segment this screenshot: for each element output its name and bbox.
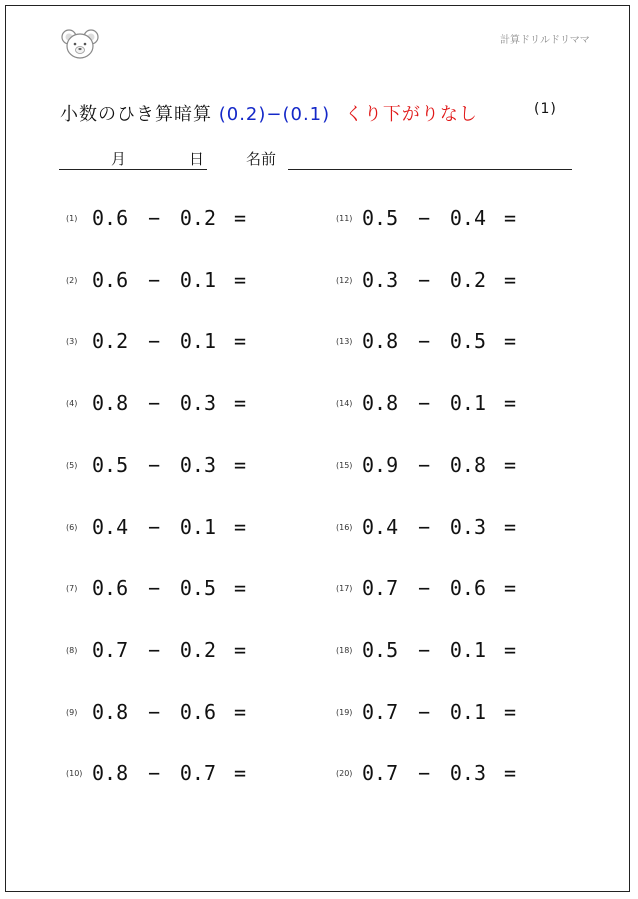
minus-sign: − (417, 267, 431, 292)
subtrahend: 0.1 (179, 514, 216, 539)
equals-sign: = (503, 514, 516, 539)
problem-expression (362, 638, 516, 662)
subtrahend: 0.7 (179, 761, 216, 786)
problem-number: (15) (336, 460, 353, 470)
subtrahend: 0.3 (179, 391, 216, 416)
minuend: 0.7 (92, 637, 129, 662)
problem-expression (362, 515, 516, 539)
subtrahend: 0.3 (449, 514, 486, 539)
minus-sign: − (147, 699, 161, 724)
problem-number: (9) (66, 707, 78, 717)
problem-expression (92, 638, 246, 662)
problem-number: (11) (336, 214, 353, 223)
equals-sign: = (503, 206, 516, 230)
minus-sign: − (147, 267, 161, 292)
subtrahend: 0.1 (449, 637, 486, 662)
minuend: 0.6 (92, 267, 129, 292)
minus-sign: − (147, 761, 161, 786)
problem-expression (362, 453, 516, 477)
minus-sign: − (147, 329, 161, 354)
minuend: 0.8 (362, 391, 399, 416)
minus-sign: − (417, 206, 431, 230)
minus-sign: − (417, 514, 431, 539)
problem-expression (92, 391, 246, 415)
equals-sign: = (233, 514, 246, 539)
minuend: 0.5 (362, 637, 399, 662)
problem-number: (2) (66, 275, 78, 285)
problem-expression (92, 576, 246, 600)
problem-number: (20) (336, 769, 353, 779)
minuend: 0.5 (92, 452, 129, 477)
equals-sign: = (503, 267, 516, 292)
minuend: 0.6 (92, 576, 129, 601)
equals-sign: = (233, 761, 246, 786)
minuend: 0.7 (362, 576, 399, 601)
minuend: 0.2 (92, 329, 129, 354)
problem-expression (362, 761, 516, 785)
equals-sign: = (503, 699, 516, 724)
problem-number: (5) (66, 460, 78, 470)
minus-sign: − (147, 637, 161, 662)
subtrahend: 0.3 (179, 452, 216, 477)
title-range: (0.2)−(0.1) (218, 104, 331, 125)
subtrahend: 0.1 (179, 267, 216, 292)
problem-number: (7) (66, 584, 78, 594)
subtrahend: 0.5 (179, 576, 216, 601)
equals-sign: = (503, 637, 516, 662)
equals-sign: = (233, 576, 246, 601)
problem-expression (362, 391, 516, 415)
subtrahend: 0.2 (449, 267, 486, 292)
problem-expression (362, 206, 516, 230)
subtrahend: 0.1 (449, 699, 486, 724)
minuend: 0.4 (92, 514, 129, 539)
problem-number: (3) (66, 337, 78, 347)
name-field-line[interactable] (288, 169, 572, 170)
minus-sign: − (147, 576, 161, 601)
problem-expression (92, 761, 246, 785)
equals-sign: = (503, 576, 516, 601)
problem-number: (10) (66, 769, 83, 779)
minuend: 0.8 (92, 391, 129, 416)
minuend: 0.8 (92, 699, 129, 724)
minuend: 0.4 (362, 514, 399, 539)
subtrahend: 0.6 (179, 699, 216, 724)
minuend: 0.6 (92, 206, 129, 230)
minus-sign: − (417, 329, 431, 354)
problem-expression (92, 268, 246, 292)
problem-number: (14) (336, 399, 353, 409)
minus-sign: − (417, 761, 431, 786)
problem-expression (92, 453, 246, 477)
problem-expression (362, 576, 516, 600)
minus-sign: − (417, 576, 431, 601)
subtrahend: 0.1 (179, 329, 216, 354)
title-main: 小数のひき算暗算 (60, 104, 212, 125)
equals-sign: = (233, 637, 246, 662)
problem-number: (18) (336, 645, 353, 655)
equals-sign: = (233, 206, 246, 230)
problem-expression (92, 700, 246, 724)
minus-sign: − (417, 699, 431, 724)
problem-number: (4) (66, 399, 78, 409)
subtrahend: 0.4 (449, 206, 486, 230)
minus-sign: − (417, 637, 431, 662)
equals-sign: = (233, 391, 246, 416)
subtrahend: 0.2 (179, 637, 216, 662)
problem-number: (19) (336, 707, 353, 717)
problem-number: (8) (66, 645, 78, 655)
problem-expression (362, 268, 516, 292)
worksheet-title (60, 100, 557, 126)
minuend: 0.8 (92, 761, 129, 786)
problem-number: (16) (336, 522, 353, 532)
subtrahend: 0.1 (449, 391, 486, 416)
equals-sign: = (503, 761, 516, 786)
problem-expression (92, 515, 246, 539)
problem-number: (6) (66, 522, 78, 532)
equals-sign: = (503, 391, 516, 416)
subtrahend: 0.3 (449, 761, 486, 786)
problem-number: (1) (66, 214, 78, 223)
title-condition: くり下がりなし (344, 104, 478, 125)
subtrahend: 0.2 (179, 206, 216, 230)
sheet-number: (1) (534, 101, 557, 117)
problem-expression (92, 329, 246, 353)
equals-sign: = (233, 452, 246, 477)
problem-number: (12) (336, 275, 353, 285)
minus-sign: − (147, 452, 161, 477)
minuend: 0.7 (362, 699, 399, 724)
day-label: 日 (189, 150, 205, 168)
equals-sign: = (503, 329, 516, 354)
worksheet-page (5, 5, 630, 892)
problem-number: (13) (336, 337, 353, 347)
minuend: 0.8 (362, 329, 399, 354)
brand-text: 計算ドリルドリママ (500, 35, 590, 46)
minuend: 0.5 (362, 206, 399, 230)
minuend: 0.7 (362, 761, 399, 786)
minuend: 0.3 (362, 267, 399, 292)
equals-sign: = (503, 452, 516, 477)
problem-number: (17) (336, 584, 353, 594)
problem-expression (362, 700, 516, 724)
equals-sign: = (233, 267, 246, 292)
minus-sign: − (417, 452, 431, 477)
bear-logo-icon (60, 28, 100, 60)
subtrahend: 0.8 (449, 452, 486, 477)
equals-sign: = (233, 329, 246, 354)
problem-expression (92, 206, 246, 230)
equals-sign: = (233, 699, 246, 724)
minus-sign: − (417, 391, 431, 416)
minuend: 0.9 (362, 452, 399, 477)
minus-sign: − (147, 514, 161, 539)
minus-sign: − (147, 206, 161, 230)
subtrahend: 0.5 (449, 329, 486, 354)
date-field-line[interactable] (59, 169, 207, 170)
name-label: 名前 (246, 150, 277, 168)
subtrahend: 0.6 (449, 576, 486, 601)
problem-expression (362, 329, 516, 353)
month-label: 月 (111, 150, 127, 168)
minus-sign: − (147, 391, 161, 416)
